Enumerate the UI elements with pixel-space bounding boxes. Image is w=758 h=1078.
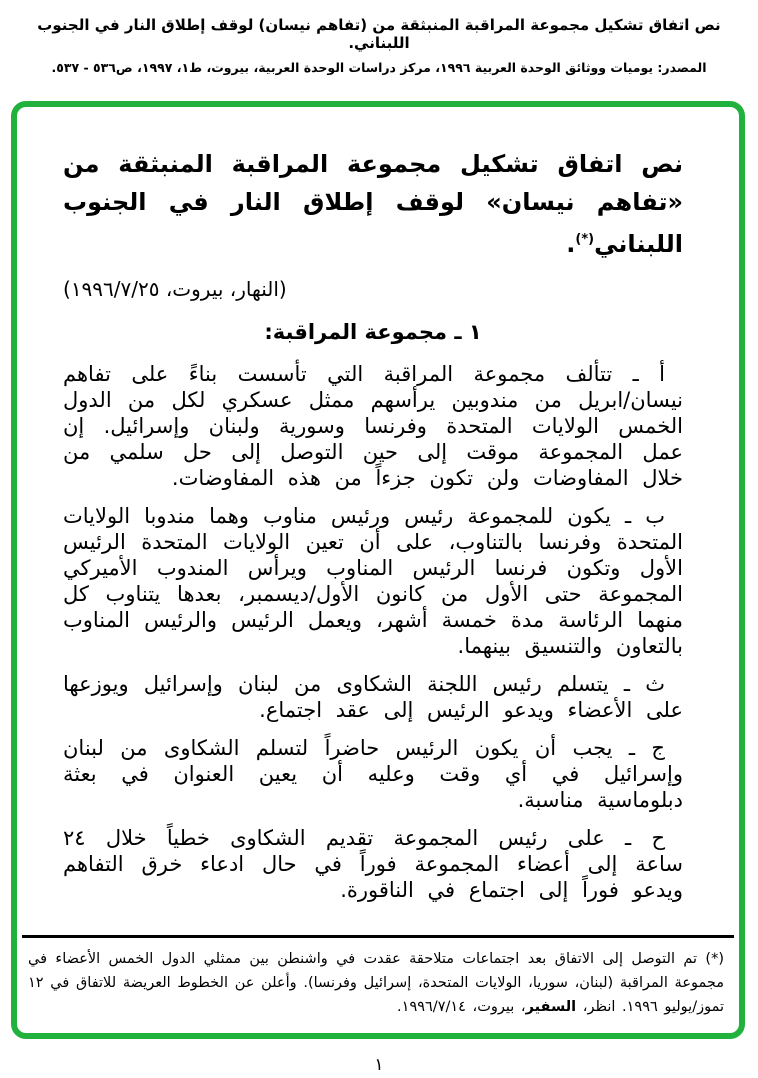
page-header	[8, 16, 750, 75]
footnote-divider	[22, 935, 734, 938]
footnote	[22, 947, 734, 1019]
body-paragraph-h: ح ـ على رئيس المجموعة تقديم الشكاوى خطياً خلال ٢٤ ساعة إلى أعضاء المجموعة فوراً في حال ادعاء خرق التفاهم ويدعو فوراً إلى اجتماع في الناقورة.	[63, 826, 683, 902]
document-title-period: .	[566, 230, 576, 258]
footnote-text-before: (*) تم التوصل إلى الاتفاق بعد اجتماعات متلاحقة عقدت في واشنطن بين ممثلي الدول الخمس الأعضاء في مجموعة المراقبة (لبنان، سوريا، الولايات المتحدة، إسرائيل وفرنسا). وأعلن عن الخطوط العريضة للاتفاق في ١٢ تموز/يوليو ١٩٩٦. انظر،	[28, 951, 724, 1015]
footnote-text-after: ، بيروت، ١٩٩٦/٧/١٤.	[397, 999, 526, 1015]
document-content	[17, 107, 739, 1033]
header-title: نص اتفاق تشكيل مجموعة المراقبة المنبثقة من (تفاهم نيسان) لوقف إطلاق النار في الجنوب اللبناني.	[37, 16, 721, 52]
footnote-marker: (*)	[575, 232, 595, 247]
section-heading: ١ ـ مجموعة المراقبة:	[264, 320, 482, 344]
body-paragraph-j: ج ـ يجب أن يكون الرئيس حاضراً لتسلم الشكاوى من لبنان وإسرائيل في أي وقت وعليه أن يعين العنوان في بعثة دبلوماسية مناسبة.	[63, 736, 683, 812]
footnote-source-name: السفير	[525, 999, 577, 1015]
footnote-area	[22, 935, 734, 1019]
document-title-text: نص اتفاق تشكيل مجموعة المراقبة المنبثقة من «تفاهم نيسان» لوقف إطلاق النار في الجنوب اللبناني	[63, 150, 683, 258]
page-number: ١	[374, 1055, 384, 1075]
body-paragraph-th: ث ـ يتسلم رئيس اللجنة الشكاوى من لبنان وإسرائيل ويوزعها على الأعضاء ويدعو الرئيس إلى عقد اجتماع.	[63, 672, 683, 722]
document-frame	[11, 101, 745, 1039]
body-paragraph-a: أ ـ تتألف مجموعة المراقبة التي تأسست بناءً على تفاهم نيسان/ابريل من مندوبين يرأسهم ممثل عسكري لكل من الدول الخمس الولايات المتحدة وفرنسا وسورية ولبنان وإسرائيل. إن عمل المجموعة موقت إلى حين التوصل إلى حل سلمي من خلال المفاوضات ولن تكون جزءاً من هذه المفاوضات.	[63, 362, 683, 490]
document-title	[63, 145, 683, 263]
body-paragraph-b: ب ـ يكون للمجموعة رئيس ورئيس مناوب وهما مندوبا الولايات المتحدة وفرنسا بالتناوب، على أن تعين الولايات المتحدة الرئيس الأول وتكون فرنسا الرئيس المناوب ويرأس المندوب الأميركي المجموعة حتى الأول من كانون الأول/ديسمبر، بعدها يتناوب كل منهما الرئاسة مدة خمسة أشهر، ويعمل الرئيس والرئيس المناوب بالتعاون والتنسيق بينهما.	[63, 504, 683, 658]
byline: (النهار، بيروت، ١٩٩٦/٧/٢٥)	[63, 277, 287, 301]
header-source: المصدر: يوميات ووثائق الوحدة العربية ١٩٩٦، مركز دراسات الوحدة العربية، بيروت، ط١، ١٩٩٧، ص٥٣٦ - ٥٣٧.	[51, 60, 707, 75]
